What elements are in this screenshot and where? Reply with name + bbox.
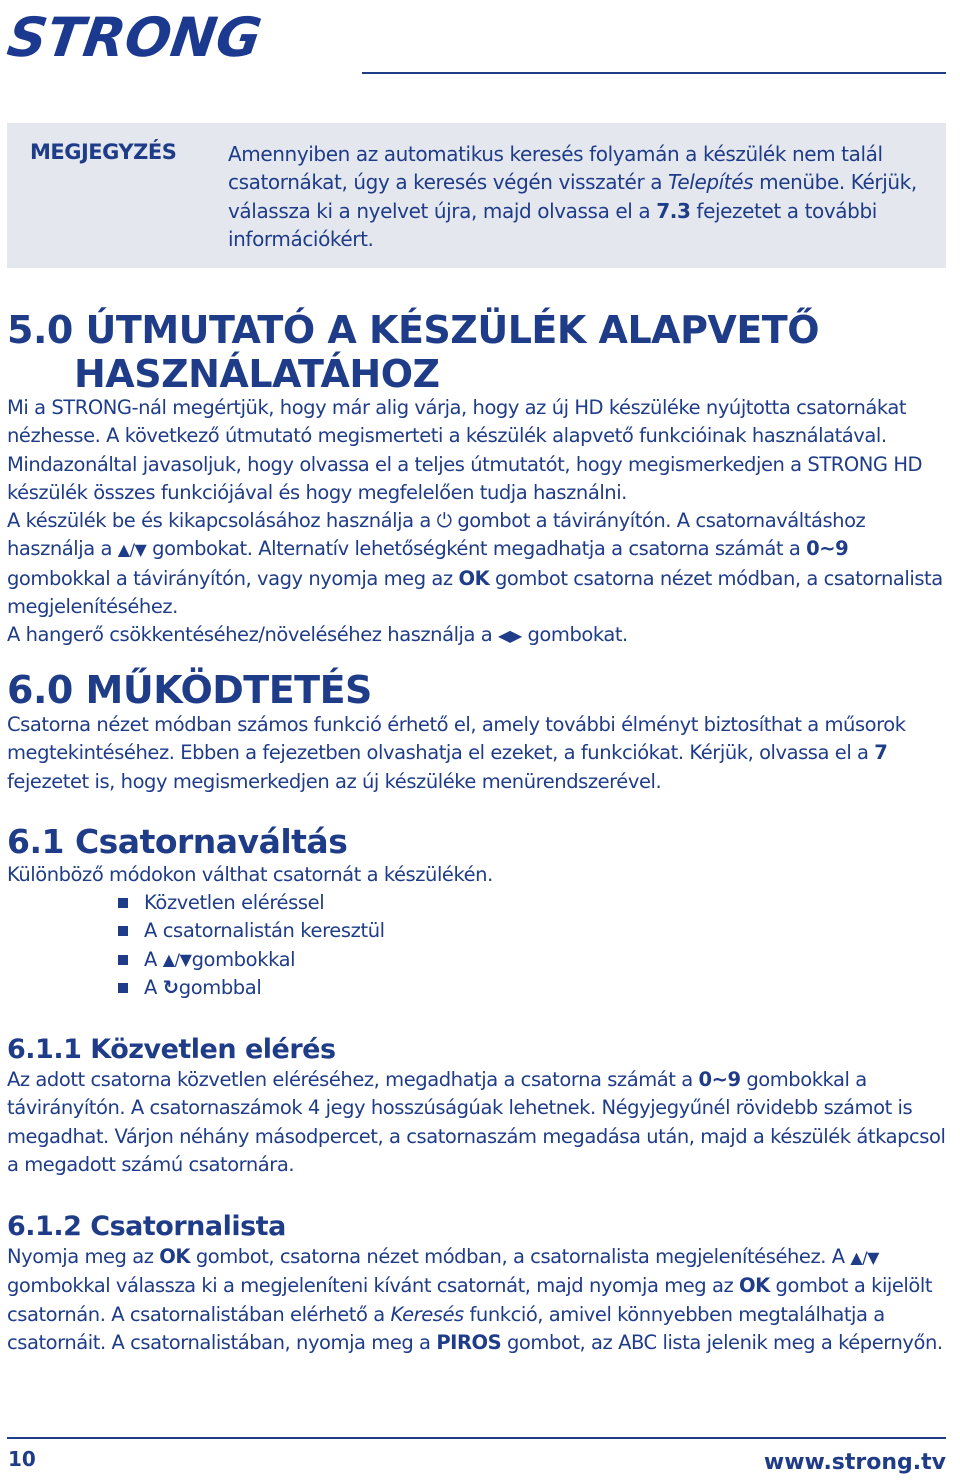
recall-icon: ↻ xyxy=(162,975,179,999)
section-6-1-intro: Különböző módokon válthat csatornát a készülékén. xyxy=(7,863,493,886)
list-item: A ▲/▼ gombokkal xyxy=(118,946,385,974)
bullet-square-icon xyxy=(118,955,128,965)
section-6-1-2-title: 6.1.2 Csatornalista xyxy=(7,1211,286,1242)
section-5-paragraph-1: Mi a STRONG-nál megértjük, hogy már alig várja, hogy az új HD készüléke nyújtotta csatornákat nézhesse. A következő útmutató megismerteti a készülék alapvető funkcióinak használatával. Mindazonáltal javasoljuk, hogy olvassa el a teljes útmutatót, hogy megismerkedjen a STRONG HD készülék összes funkciójával és hogy megfelelően tudja használni. xyxy=(7,396,923,504)
section-6-1-1-paragraph: Az adott csatorna közvetlen eléréséhez, megadhatja a csatorna számát a 0~9 gombokkal a távirányítón. A csatornaszámok 4 jegy hosszúságúak lehetnek. Négyjegyűnél rövidebb számot is megadhat. Várjon néhány másodpercet, a csatornaszám megadása után, majd a készülék átkapcsol a megadott számú csatornára. xyxy=(7,1068,946,1176)
bullet-square-icon xyxy=(118,898,128,908)
section-5-paragraph-3: A hangerő csökkentéséhez/növeléséhez használja a ◀▶ gombokat. xyxy=(7,623,628,647)
left-right-icon: ◀▶ xyxy=(498,626,522,646)
list-item: Közvetlen eléréssel xyxy=(118,889,385,917)
section-6-1-bullet-list xyxy=(118,889,385,1002)
footer-url: www.strong.tv xyxy=(763,1450,946,1475)
section-6-title: 6.0 MŰKÖDTETÉS xyxy=(7,668,372,712)
up-down-icon: ▲/▼ xyxy=(117,540,147,560)
section-5-paragraph-2: A készülék be és kikapcsolásához használja a ⏻ gombot a távirányítón. A csatornaváltáshoz használja a ▲/▼ gombokat. Alternatív lehetőségként megadhatja a csatorna számát a 0~9 gombokkal a távirányítón, vagy nyomja meg az OK gombot csatorna nézet módban, a csatornalista megjelenítéséhez. xyxy=(7,509,943,619)
up-down-icon: ▲/▼ xyxy=(162,949,192,969)
list-item: A csatornalistán keresztül xyxy=(118,917,385,945)
up-down-icon: ▲/▼ xyxy=(850,1248,880,1267)
section-6-1-2-paragraph: Nyomja meg az OK gombot, csatorna nézet módban, a csatornalista megjelenítéséhez. A ▲/▼ gombokkal válassza ki a megjeleníteni kívánt csatornát, majd nyomja meg az OK gombot a kijelölt csatornán. A csatornalistában elérhető a Keresés funkció, amivel könnyebben megtalálhatja a csatornáit. A csatornalistában, nyomja meg a PIROS gombot, az ABC lista jelenik meg a képernyőn. xyxy=(7,1245,943,1354)
note-label: MEGJEGYZÉS xyxy=(30,140,177,164)
strong-logo: STRONG xyxy=(3,6,266,69)
section-5-title: 5.0 ÚTMUTATÓ A KÉSZÜLÉK ALAPVETŐ HASZNÁLATÁHOZ xyxy=(7,308,820,396)
bullet-square-icon xyxy=(118,926,128,936)
section-6-paragraph: Csatorna nézet módban számos funkció érhető el, amely további élményt biztosíthat a műsorok megtekintéséhez. Ebben a fejezetben olvashatja el ezeket, a funkciókat. Kérjük, olvassa el a 7 fejezetet is, hogy megismerkedjen az új készüléke menürendszerével. xyxy=(7,713,906,793)
bullet-square-icon xyxy=(118,983,128,993)
section-6-1-title: 6.1 Csatornaváltás xyxy=(7,822,348,861)
page-number: 10 xyxy=(8,1447,36,1471)
footer-rule xyxy=(7,1437,946,1439)
header-rule xyxy=(362,72,946,74)
section-5-body xyxy=(7,394,952,651)
power-icon: ⏻ xyxy=(436,509,452,533)
note-text: Amennyiben az automatikus keresés folyamán a készülék nem talál csatornákat, úgy a keresés végén visszatér a Telepítés menübe. Kérjük, válassza ki a nyelvet újra, majd olvassa el a 7.3 fejezetet a további információkért. xyxy=(228,142,917,251)
list-item: A ↻ gombbal xyxy=(118,974,385,1002)
section-6-1-1-title: 6.1.1 Közvetlen elérés xyxy=(7,1034,336,1065)
